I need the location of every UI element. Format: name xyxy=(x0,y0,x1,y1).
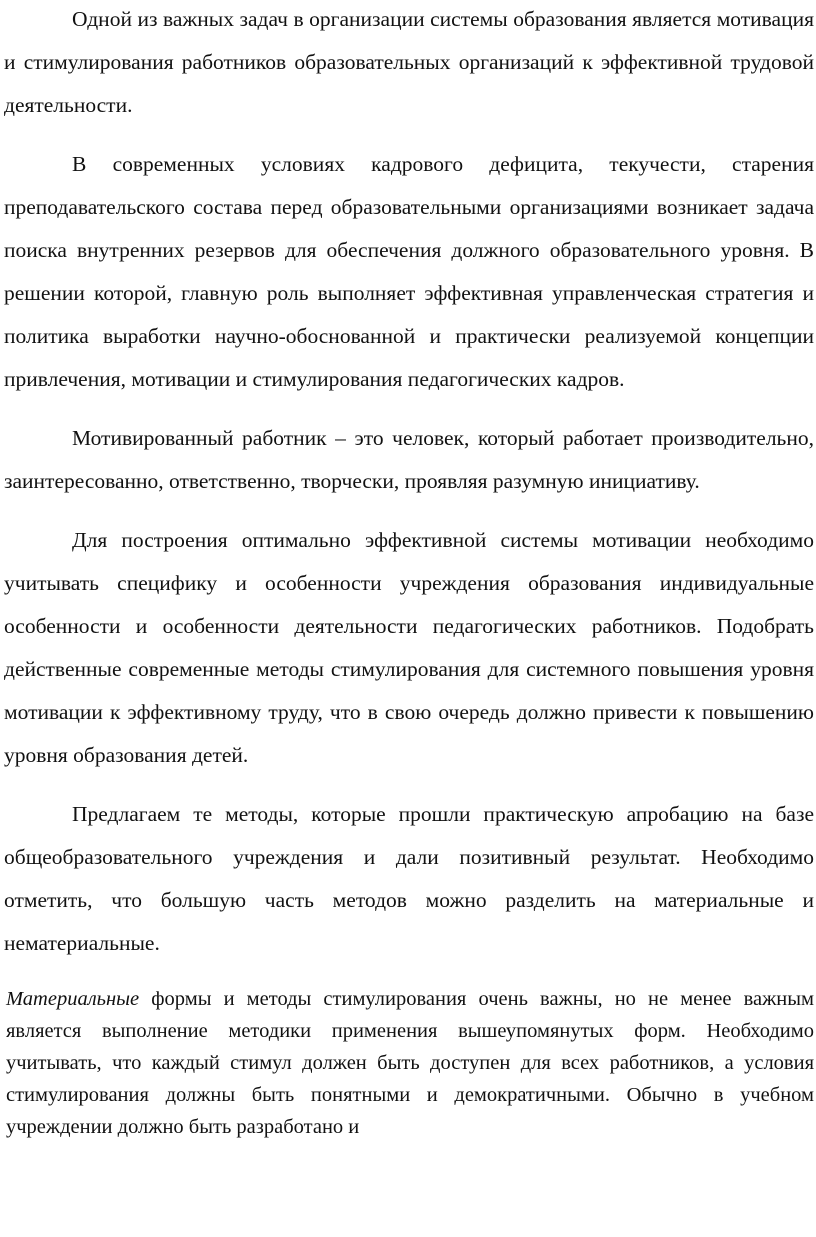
paragraph-3: Мотивированный работник – это человек, который работает производительно, заинтересованно, ответственно, творчески, проявляя разумную инициативу. xyxy=(4,426,814,493)
paragraph-2: В современных условиях кадрового дефицита, текучести, старения преподавательского состава перед образовательными организациями возникает задача поиска внутренних резервов для обеспечения должного образовательного уровня. В решении которой, главную роль выполняет эффективная управленческая стратегия и политика выработки научно-обоснованной и практически реализуемой концепции привлечения, мотивации и стимулирования педагогических кадров. xyxy=(4,152,814,391)
paragraph-1: Одной из важных задач в организации системы образования является мотивация и стимулирования работников образовательных организаций к эффективной трудовой деятельности. xyxy=(4,7,814,117)
paragraph-4: Для построения оптимально эффективной системы мотивации необходимо учитывать специфику и особенности учреждения образования индивидуальные особенности и особенности деятельности педагогических работников. Подобрать действенные современные методы стимулирования для системного повышения уровня мотивации к эффективному труду, что в свою очередь должно привести к повышению уровня образования детей. xyxy=(4,528,814,767)
paragraph-6-italic-lead: Материальные xyxy=(6,988,140,1010)
paragraph-5: Предлагаем те методы, которые прошли практическую апробацию на базе общеобразовательного учреждения и дали позитивный результат. Необходимо отметить, что большую часть методов можно разделить на материальные и нематериальные. xyxy=(4,802,814,955)
paragraph-6-text: формы и методы стимулирования очень важны, но не менее важным является выполнение методики применения вышеупомянутых форм. Необходимо учитывать, что каждый стимул должен быть доступен для всех работников, а условия стимулирования должны быть понятными и демократичными. Обычно в учебном учреждении должно быть разработано и xyxy=(6,988,814,1138)
paragraph-6 xyxy=(0,983,816,1143)
